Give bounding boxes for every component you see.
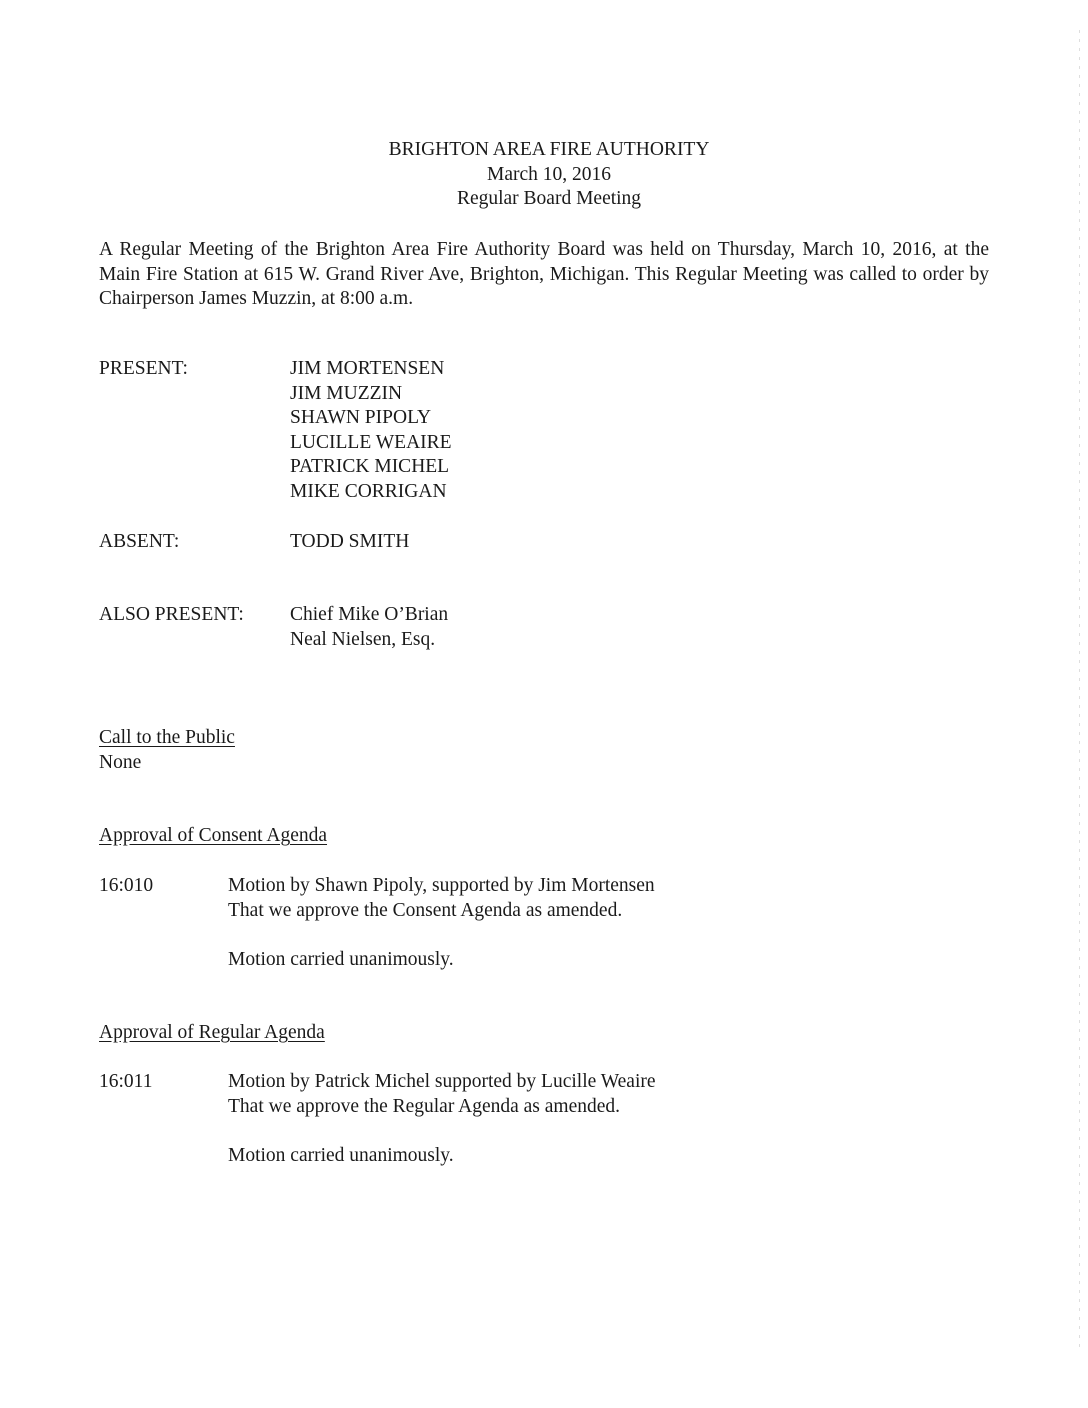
absent-name: TODD SMITH [290, 531, 410, 552]
motion-text [228, 874, 655, 923]
also-present-names [290, 603, 448, 652]
regular-agenda-heading: Approval of Regular Agenda [99, 1022, 325, 1043]
motion-line: That we approve the Consent Agenda as amended. [228, 899, 623, 921]
attendee-name: SHAWN PIPOLY [290, 407, 432, 428]
motion-number: 16:011 [99, 1071, 153, 1092]
organization-title: BRIGHTON AREA FIRE AUTHORITY [388, 139, 710, 160]
present-names [290, 357, 452, 504]
motion-line: Motion by Shawn Pipoly, supported by Jim Mortensen [228, 875, 655, 896]
meeting-date: March 10, 2016 [486, 163, 612, 185]
motion-line: That we approve the Regular Agenda as amended. [228, 1095, 621, 1117]
meeting-type: Regular Board Meeting [456, 188, 642, 209]
attendee-name: MIKE CORRIGAN [290, 480, 447, 502]
call-to-public-heading: Call to the Public [99, 727, 235, 748]
consent-agenda-heading: Approval of Consent Agenda [99, 825, 328, 846]
document-header [0, 138, 1088, 212]
motion-number: 16:010 [99, 875, 154, 896]
absent-names [290, 530, 409, 555]
attendee-name: JIM MUZZIN [290, 382, 403, 404]
motion-result: Motion carried unanimously. [228, 949, 454, 970]
attendee-name: LUCILLE WEAIRE [290, 431, 452, 453]
present-label: PRESENT: [99, 358, 188, 379]
absent-label: ABSENT: [99, 531, 180, 552]
intro-text: A Regular Meeting of the Brighton Area Fire Authority Board was held on Thursday, March 10, 2016, at the Main Fire Station at 615 W. Grand River Ave, Brighton, Michigan. This Regular Meeting was called to order by Chairperson James Muzzin, at 8:00 a.m. [99, 239, 989, 309]
attendee-name: JIM MORTENSEN [290, 358, 445, 379]
motion-text [228, 1070, 656, 1119]
attendee-name: PATRICK MICHEL [290, 456, 450, 477]
motion-result: Motion carried unanimously. [228, 1145, 454, 1166]
also-present-label: ALSO PRESENT: [99, 604, 244, 625]
motion-line: Motion by Patrick Michel supported by Lucille Weaire [228, 1071, 656, 1092]
also-present-name: Chief Mike O’Brian [290, 604, 449, 625]
scan-edge-mark [1079, 30, 1080, 1350]
also-present-name: Neal Nielsen, Esq. [290, 628, 436, 650]
intro-paragraph [99, 238, 989, 312]
call-to-public-text: None [99, 752, 142, 773]
